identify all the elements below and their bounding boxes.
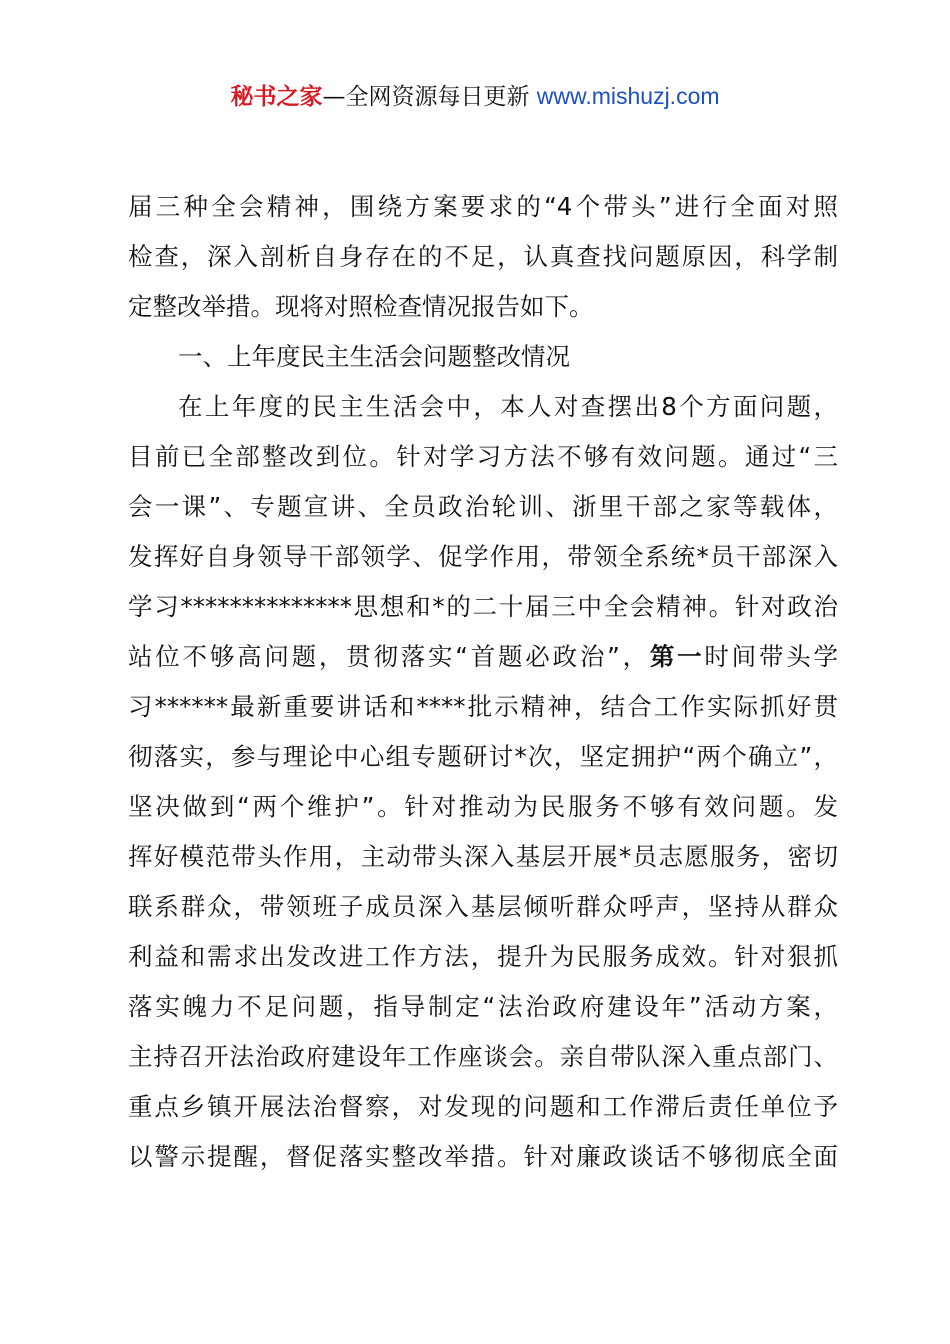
paragraph-line: 会一课”、专题宣讲、全员政治轮训、浙里干部之家等载体，	[128, 492, 838, 521]
paragraph-line: 发挥好自身领导干部领学、促学作用，带领全系统*员干部深入	[128, 542, 838, 571]
paragraph-line: 重点乡镇开展法治督察，对发现的问题和工作滞后责任单位予	[128, 1092, 838, 1121]
paragraph-line: 以警示提醒，督促落实整改举措。针对廉政谈话不够彻底全面	[128, 1142, 838, 1171]
site-url[interactable]: www.mishuzj.com	[536, 83, 720, 109]
paragraph-line: 彻落实，参与理论中心组专题研讨*次，坚定拥护“两个确立”，	[128, 742, 838, 771]
document-body	[128, 182, 838, 1182]
paragraph-line: 习******最新重要讲话和****批示精神，结合工作实际抓好贯	[128, 692, 838, 721]
paragraph-line: 目前已全部整改到位。针对学习方法不够有效问题。通过“三	[128, 442, 838, 471]
line-segment: 站位不够高问题，贯彻落实“首题必政治”，	[128, 642, 650, 671]
paragraph-line: 定整改举措。现将对照检查情况报告如下。	[128, 292, 594, 321]
paragraph-line: 主持召开法治政府建设年工作座谈会。亲自带队深入重点部门、	[128, 1042, 838, 1071]
paragraph-line: 学习**************思想和*的二十届三中全会精神。针对政治	[128, 592, 838, 621]
paragraph-line: 检查，深入剖析自身存在的不足，认真查找问题原因，科学制	[128, 242, 838, 271]
site-header	[0, 80, 950, 113]
line-segment: 时间带头学	[704, 642, 838, 671]
bold-emphasis: 第一	[649, 642, 705, 671]
paragraph-line: 落实魄力不足问题，指导制定“法治政府建设年”活动方案，	[128, 992, 838, 1021]
section-heading: 一、上年度民主生活会问题整改情况	[178, 342, 570, 371]
paragraph-line: 联系群众，带领班子成员深入基层倾听群众呼声，坚持从群众	[128, 892, 838, 921]
paragraph-line: 挥好模范带头作用，主动带头深入基层开展*员志愿服务，密切	[128, 842, 838, 871]
paragraph-line: 届三种全会精神，围绕方案要求的“4个带头”进行全面对照	[128, 192, 838, 221]
paragraph-line: 坚决做到“两个维护”。针对推动为民服务不够有效问题。发	[128, 792, 838, 821]
site-tagline: —全网资源每日更新	[322, 84, 537, 110]
paragraph-line: 利益和需求出发改进工作方法，提升为民服务成效。针对狠抓	[128, 942, 838, 971]
site-brand: 秘书之家	[230, 84, 323, 110]
paragraph-line-mixed	[128, 632, 838, 682]
paragraph-line: 在上年度的民主生活会中，本人对查摆出8个方面问题，	[178, 392, 838, 421]
